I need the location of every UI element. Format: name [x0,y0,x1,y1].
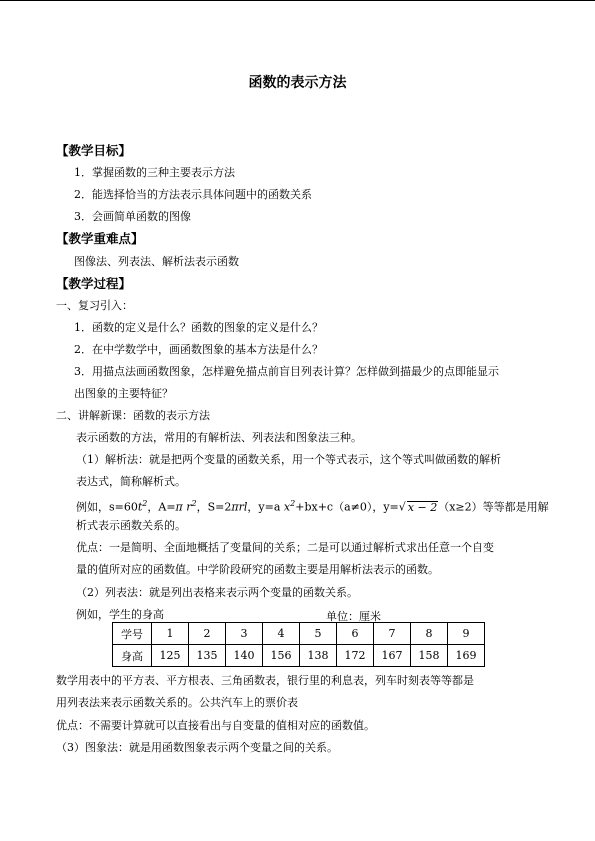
table-cell: 169 [448,645,485,667]
table-example: 例如，学生的身高 [76,608,164,621]
table-row [113,645,485,667]
goals-heading: 【教学目标】 [56,143,132,158]
table-usage: 数学用表中的平方表、平方根表、三角函数表，银行里的利息表，列车时刻表等等都是 [56,674,474,687]
goal-item-3: 3．会画简单函数的图像 [74,210,191,223]
table-advantage: 优点：不需要计算就可以直接看出与自变量的值相对应的函数值。 [56,719,375,732]
table-cell: 156 [263,645,300,667]
table-cell: 167 [374,645,411,667]
review-question-2: 2．在中学数学中，画函数图象的基本方法是什么？ [74,343,323,356]
example-pirl: πrl [231,500,248,514]
example-exp-2: 2 [191,499,197,508]
example-exp-3: 2 [290,499,296,508]
graph-method: （3）图象法：就是用函数图象表示两个变量之间的关系。 [56,741,338,754]
table-cell: 5 [300,623,337,645]
table-cell: 4 [263,623,300,645]
example-pi: π [175,500,183,514]
table-cell: 8 [411,623,448,645]
table-cell: 2 [189,623,226,645]
analytic-example [76,497,549,515]
table-cell: 身高 [113,645,152,667]
table-cell: 1 [152,623,189,645]
analytic-advantage-cont: 量的值所对应的函数值。中学阶段研究的函数主要是用解析法表示的函数。 [76,563,439,576]
example-exp-1: 2 [142,499,148,508]
example-prefix: 例如，s=60 [76,500,138,514]
table-usage-cont: 用列表法来表示函数关系的。公共汽车上的票价表 [56,696,298,709]
table-cell: 6 [337,623,374,645]
example-x: x [283,500,291,514]
page-top-rule [0,0,595,1]
table-cell: 158 [411,645,448,667]
goal-item-1: 1．掌握函数的三种主要表示方法 [74,166,235,179]
analytic-method: （1）解析法：就是把两个变量的函数关系，用一个等式表示，这个等式叫做函数的解析 [76,453,501,466]
table-cell: 3 [226,623,263,645]
key-points-heading: 【教学重难点】 [56,231,144,246]
table-method: （2）列表法：就是列出表格来表示两个变量的函数关系。 [76,586,358,599]
table-cell: 学号 [113,623,152,645]
review-question-1: 1．函数的定义是什么？函数的图象的定义是什么？ [74,321,323,334]
part1-heading: 一、复习引入： [56,299,133,312]
height-table [112,622,485,667]
example-area: ，A= [147,500,176,514]
table-row [113,623,485,645]
table-cell: 138 [300,645,337,667]
analytic-example-cont: 析式表示函数关系的。 [76,519,186,532]
analytic-advantage: 优点：一是简明、全面地概括了变量间的关系；二是可以通过解析式求出任意一个自变 [76,541,494,554]
table-cell: 7 [374,623,411,645]
example-r: r [186,500,192,514]
example-t: t [137,500,143,514]
review-question-3-cont: 出图象的主要特征？ [74,387,173,400]
table-cell: 135 [189,645,226,667]
analytic-method-cont: 表达式，简称解析式。 [76,475,186,488]
example-y-rest: +bx+c（a≠0），y= [295,500,399,514]
table-cell: 9 [448,623,485,645]
example-s: ，S=2 [196,500,232,514]
example-y: ，y=a [247,500,281,514]
part2-heading: 二、讲解新课：函数的表示方法 [56,409,210,422]
table-cell: 140 [226,645,263,667]
process-heading: 【教学过程】 [56,276,132,291]
methods-intro: 表示函数的方法，常用的有解析法、列表法和图象法三种。 [76,431,362,444]
goal-item-2: 2．能选择恰当的方法表示具体问题中的函数关系 [74,188,312,201]
table-cell: 125 [152,645,189,667]
example-tail: （x≥2）等等都是用解 [438,500,549,514]
key-points-text: 图像法、列表法、解析法表示函数 [74,255,239,268]
review-question-3: 3．用描点法画函数图象，怎样避免描点前盲目列表计算？怎样做到描最少的点即能显示 [74,365,499,378]
sqrt-body: x − 2 [407,500,438,514]
table-cell: 172 [337,645,374,667]
page-title: 函数的表示方法 [248,75,347,91]
unit-label: 单位：厘米 [326,610,381,623]
sqrt-symbol: √ [398,500,406,514]
